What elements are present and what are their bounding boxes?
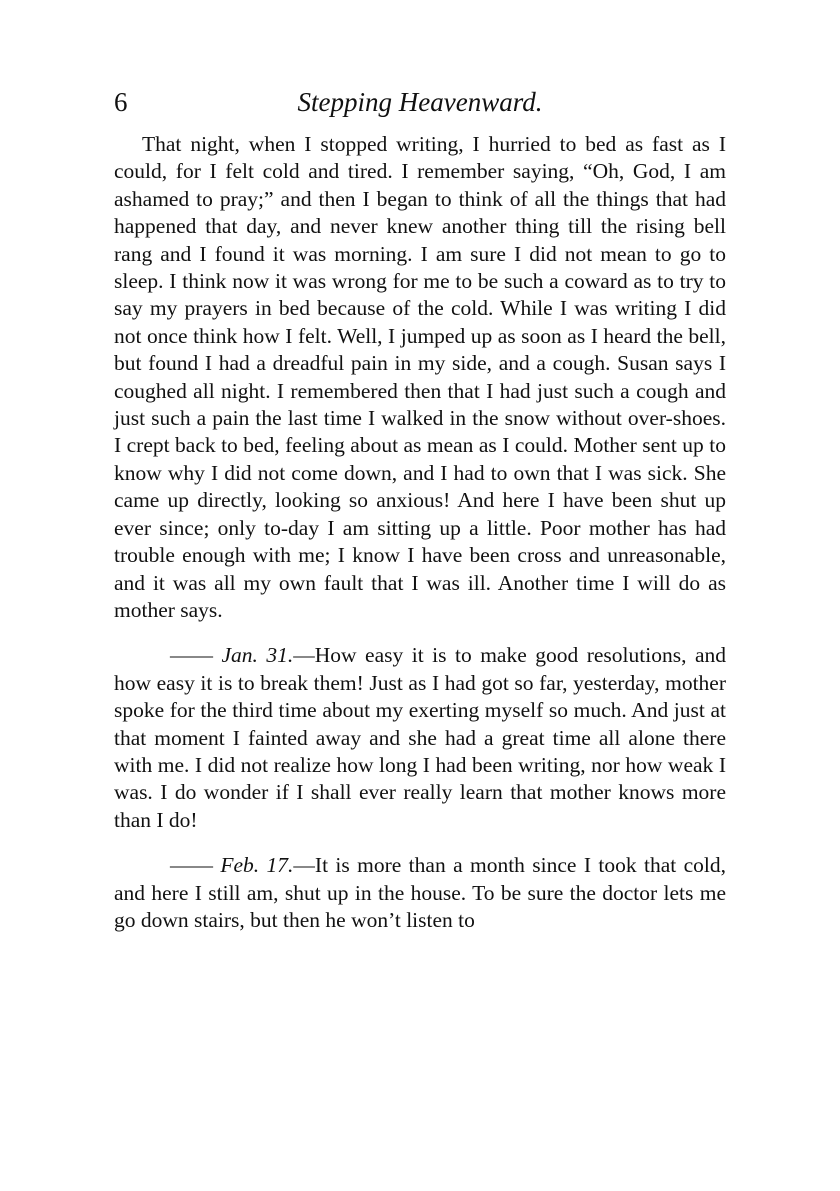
entry-dash: —— <box>170 853 213 878</box>
paragraph-text: —It is more than a month since I took that cold, and here I still am, shut up in the house. To be sure the doctor lets me go down stairs, but then he won’t listen to <box>114 853 726 932</box>
diary-entry-feb-17 <box>114 852 726 934</box>
page-header <box>114 84 726 120</box>
paragraph-text: That night, when I stopped writing, I hurried to bed as fast as I could, for I felt cold and tired. I remember saying, “Oh, God, I am ashamed to pray;” and then I began to think of all the things that had happened that day, and never knew another thing till the rising bell rang and I found it was morning. I am sure I did not mean to go to sleep. I think now it was wrong for me to be such a coward as to try to say my prayers in bed because of the cold. While I was writing I did not once think how I felt. Well, I jumped up as soon as I heard the bell, but found I had a dreadful pain in my side, and a cough. Susan says I coughed all night. I remembered then that I had just such a cough and just such a pain the last time I walked in the snow without over-shoes. I crept back to bed, feeling about as mean as I could. Mother sent up to know why I did not come down, and I had to own that I was sick. She came up directly, looking so anxious! And here I have been shut up ever since; only to-day I am sitting up a little. Poor mother has had trouble enough with me; I know I have been cross and unreasonable, and it was all my own fault that I was ill. Another time I will do as mother says. <box>114 132 726 622</box>
diary-entry-jan-31 <box>114 642 726 834</box>
page-body <box>114 131 726 934</box>
running-title: Stepping Heavenward. <box>297 87 543 117</box>
paragraph <box>114 131 726 624</box>
entry-date: Jan. 31. <box>221 643 294 668</box>
paragraph-text: —How easy it is to make good resolutions, and how easy it is to break them! Just as I had got so far, yesterday, mother spoke for the third time about my exerting myself so much. And just at that moment I fainted away and she had a great time all alone there with me. I did not realize how long I had been writing, nor how weak I was. I do wonder if I shall ever really learn that mother knows more than I do! <box>114 643 726 832</box>
page-number: 6 <box>114 87 128 117</box>
entry-dash: —— <box>170 643 213 668</box>
entry-date: Feb. 17. <box>220 853 294 878</box>
